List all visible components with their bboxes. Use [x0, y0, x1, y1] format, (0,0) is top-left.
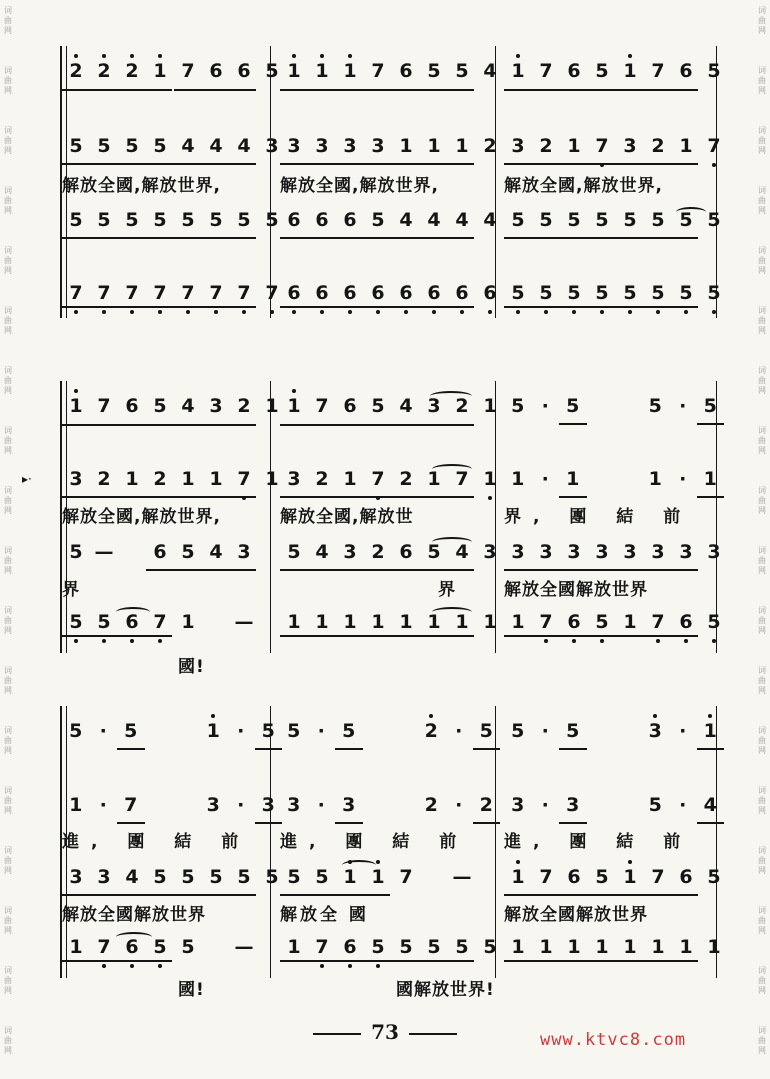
side-watermark-char: 网 — [4, 26, 12, 35]
lyric4-s3-m1: 國! — [178, 980, 205, 1000]
side-watermark-char: 曲 — [758, 796, 766, 805]
side-watermark-char: 词 — [758, 426, 766, 435]
side-watermark-char: 词 — [4, 786, 12, 795]
side-watermark-char: 词 — [758, 726, 766, 735]
side-watermark-char: 曲 — [758, 196, 766, 205]
side-watermark-char: 网 — [4, 86, 12, 95]
lyric-s1-m2: 解放全國,解放世界, — [280, 176, 439, 196]
side-watermark-char: 网 — [4, 446, 12, 455]
side-watermark-char: 曲 — [758, 976, 766, 985]
lyric-s3-m2: 進, 團 結 前 — [280, 832, 469, 852]
side-watermark-char: 词 — [4, 486, 12, 495]
lyric3-s2-m3: 解放全國解放世界 — [504, 580, 648, 600]
side-watermark-char: 网 — [4, 326, 12, 335]
side-watermark-char: 曲 — [758, 736, 766, 745]
side-watermark-char: 词 — [4, 126, 12, 135]
notes-s2-m3-p2: 1 · 1 1 · 1 — [504, 462, 724, 496]
side-watermark-char: 曲 — [758, 436, 766, 445]
side-watermark-char: 词 — [4, 1026, 12, 1035]
side-watermark-char: 网 — [4, 986, 12, 995]
notes-s3-m1-p1: 5 · 5 1 · 5 — [62, 714, 282, 748]
side-watermark-char: 网 — [4, 626, 12, 635]
notes-s3-m3-p1: 5 · 5 3 · 1 — [504, 714, 724, 748]
side-watermark-char: 网 — [758, 446, 766, 455]
side-watermark-char: 网 — [758, 1046, 766, 1055]
side-watermark-char: 网 — [758, 26, 766, 35]
side-watermark-char: 网 — [4, 206, 12, 215]
notes-s2-m1-p4: 5 5 6 7 1 — — [62, 605, 258, 639]
side-watermark-char: 词 — [758, 6, 766, 15]
notes-s1-m1-p3: 5 5 5 5 5 5 5 5 — [69, 209, 279, 231]
lyric-s3-m1: 進, 團 結 前 — [62, 832, 251, 852]
side-watermark-char: 词 — [4, 846, 12, 855]
lyric3-s3-m1: 解放全國解放世界 — [62, 905, 206, 925]
notes-s2-m3-p1: 5 · 5 5 · 5 — [504, 389, 724, 423]
notes-s3-m2-p1: 5 · 5 2 · 5 — [280, 714, 500, 748]
side-watermark-char: 网 — [758, 746, 766, 755]
side-watermark-char: 曲 — [4, 916, 12, 925]
side-watermark-char: 词 — [4, 306, 12, 315]
lyric3-s2-m1: 界 — [62, 580, 80, 600]
side-watermark-char: 曲 — [4, 796, 12, 805]
side-watermark-char: 词 — [758, 606, 766, 615]
side-watermark-char: 曲 — [758, 136, 766, 145]
side-watermark-char: 曲 — [758, 556, 766, 565]
side-watermark-char: 曲 — [4, 976, 12, 985]
side-watermark-char: 网 — [758, 566, 766, 575]
lyric3-s2-m2: 界 — [438, 580, 456, 600]
side-watermark-char: 曲 — [758, 496, 766, 505]
lyric-s1-m3: 解放全國,解放世界, — [504, 176, 663, 196]
side-watermark-char: 曲 — [4, 256, 12, 265]
lyric3-s3-m3: 解放全國解放世界 — [504, 905, 648, 925]
side-watermark-char: 词 — [4, 546, 12, 555]
side-watermark-char: 网 — [758, 686, 766, 695]
left-side-watermark — [0, 0, 16, 1079]
side-watermark-char: 网 — [4, 506, 12, 515]
side-watermark-char: 网 — [4, 926, 12, 935]
side-watermark-char: 词 — [758, 486, 766, 495]
side-watermark-char: 网 — [4, 746, 12, 755]
side-watermark-char: 网 — [4, 806, 12, 815]
side-watermark-char: 词 — [4, 246, 12, 255]
side-watermark-char: 网 — [758, 866, 766, 875]
notes-s2-m1-p3: 5 — 6 5 4 3 — [69, 541, 251, 563]
notes-s2-m1-p2: 3 2 1 2 1 1 7 1 — [62, 462, 286, 496]
side-watermark-char: 词 — [4, 606, 12, 615]
side-watermark-char: 曲 — [758, 76, 766, 85]
side-watermark-char: 曲 — [758, 916, 766, 925]
right-side-watermark — [754, 0, 770, 1079]
notes-s1-m1-p1: 2 2 2 1 7 6 6 5 — [62, 54, 286, 88]
side-watermark-char: 曲 — [4, 736, 12, 745]
side-watermark-char: 网 — [4, 686, 12, 695]
lyric-s3-m3: 進, 團 結 前 — [504, 832, 693, 852]
notes-s2-m2-p1: 1 7 6 5 4 3 2 1 — [280, 389, 504, 423]
side-watermark-char: 词 — [4, 966, 12, 975]
notes-s3-m2-p4: 1 7 6 5 5 5 5 5 — [280, 930, 504, 964]
side-watermark-char: 词 — [758, 666, 766, 675]
notes-s2-m2-p3: 5 4 3 2 6 5 4 3 — [287, 541, 497, 563]
side-watermark-char: 词 — [758, 786, 766, 795]
side-watermark-char: 曲 — [4, 376, 12, 385]
score-system-1 — [40, 40, 720, 325]
side-watermark-char: 词 — [758, 546, 766, 555]
side-watermark-char: 网 — [758, 926, 766, 935]
side-watermark-char: 网 — [4, 146, 12, 155]
side-watermark-char: 曲 — [4, 76, 12, 85]
side-watermark-char: 词 — [758, 846, 766, 855]
lyric4-s3-m2: 國解放世界! — [396, 980, 495, 1000]
side-watermark-char: 曲 — [4, 856, 12, 865]
side-watermark-char: 网 — [758, 806, 766, 815]
side-watermark-char: 词 — [4, 66, 12, 75]
side-watermark-char: 曲 — [4, 316, 12, 325]
page-number: 73 — [0, 1020, 770, 1044]
side-watermark-char: 词 — [4, 186, 12, 195]
side-watermark-char: 网 — [4, 386, 12, 395]
side-watermark-char: 曲 — [758, 856, 766, 865]
notes-s3-m2-p3: 5 5 1 1 7 — — [280, 860, 476, 894]
notes-s1-m1-p2: 5 5 5 5 4 4 4 3 — [69, 135, 279, 157]
side-watermark-char: 曲 — [4, 16, 12, 25]
side-watermark-char: 网 — [758, 506, 766, 515]
notes-s1-m2-p4: 6 6 6 6 6 6 6 6 — [280, 276, 504, 310]
side-watermark-char: 词 — [4, 666, 12, 675]
side-watermark-char: 曲 — [4, 136, 12, 145]
side-watermark-char: 网 — [758, 266, 766, 275]
side-watermark-char: 网 — [758, 86, 766, 95]
side-watermark-char: 网 — [758, 626, 766, 635]
side-watermark-char: 网 — [758, 326, 766, 335]
notes-s3-m3-p2: 3 · 3 5 · 4 — [504, 788, 724, 822]
side-watermark-char: 曲 — [4, 616, 12, 625]
side-watermark-char: 词 — [4, 6, 12, 15]
side-watermark-char: 曲 — [4, 436, 12, 445]
score-system-3 — [40, 700, 720, 1000]
notes-s2-m2-p2: 3 2 1 7 2 1 7 1 — [280, 462, 504, 496]
side-watermark-char: 词 — [758, 306, 766, 315]
notes-s3-m3-p3: 1 7 6 5 1 7 6 5 — [504, 860, 728, 894]
side-watermark-char: 词 — [758, 66, 766, 75]
notes-s3-m1-p4: 1 7 6 5 5 — — [62, 930, 258, 964]
side-watermark-char: 曲 — [4, 496, 12, 505]
side-watermark-char: 词 — [4, 426, 12, 435]
side-watermark-char: 词 — [4, 906, 12, 915]
site-watermark: www.ktvc8.com — [540, 1030, 687, 1050]
side-watermark-char: 词 — [758, 906, 766, 915]
side-watermark-char: 词 — [758, 186, 766, 195]
score-system-2 — [40, 375, 721, 677]
lyric-s2-m2: 解放全國,解放世 — [280, 507, 414, 527]
side-watermark-char: 网 — [758, 146, 766, 155]
side-watermark-char: 曲 — [758, 1036, 766, 1045]
side-watermark-char: 词 — [758, 366, 766, 375]
lyric3-s3-m2: 解放全 國 — [280, 905, 369, 925]
notes-s3-m3-p4: 1 1 1 1 1 1 1 1 — [511, 936, 721, 958]
side-watermark-char: 词 — [4, 726, 12, 735]
lyric4-s2-m1: 國! — [178, 657, 205, 677]
side-watermark-char: 词 — [758, 966, 766, 975]
side-watermark-char: 网 — [4, 266, 12, 275]
side-watermark-char: 网 — [758, 386, 766, 395]
side-watermark-char: 网 — [4, 866, 12, 875]
notes-s1-m2-p3: 6 6 6 5 4 4 4 4 — [287, 209, 497, 231]
notes-s3-m2-p2: 3 · 3 2 · 2 — [280, 788, 500, 822]
side-watermark-char: 曲 — [4, 676, 12, 685]
side-watermark-char: 曲 — [4, 556, 12, 565]
notes-s1-m2-p1: 1 1 1 7 6 5 5 4 — [280, 54, 504, 88]
side-watermark-char: 词 — [758, 246, 766, 255]
notes-s3-m1-p2: 1 · 7 3 · 3 — [62, 788, 282, 822]
side-watermark-char: 网 — [758, 986, 766, 995]
notes-s2-m3-p3: 3 3 3 3 3 3 3 3 — [511, 541, 721, 563]
side-watermark-char: 网 — [4, 1046, 12, 1055]
notes-s1-m1-p4: 7 7 7 7 7 7 7 7 — [62, 276, 286, 310]
notes-s2-m2-p4: 1 1 1 1 1 1 1 1 — [287, 611, 497, 633]
lyric-s1-m1: 解放全國,解放世界, — [62, 176, 221, 196]
notes-s1-m3-p1: 1 7 6 5 1 7 6 5 — [504, 54, 728, 88]
side-watermark-char: 网 — [758, 206, 766, 215]
side-watermark-char: 曲 — [758, 676, 766, 685]
notes-s2-m1-p1: 1 7 6 5 4 3 2 1 — [62, 389, 286, 423]
notes-s2-m3-p4: 1 7 6 5 1 7 6 5 — [504, 605, 728, 639]
lyric-s2-m3: 界, 團 結 前 — [504, 507, 693, 527]
side-watermark-char: 曲 — [758, 616, 766, 625]
side-watermark-char: 词 — [758, 1026, 766, 1035]
lyric-s2-m1: 解放全國,解放世界, — [62, 507, 221, 527]
notes-s3-m1-p3: 3 3 4 5 5 5 5 5 — [69, 866, 279, 888]
side-watermark-char: 曲 — [758, 316, 766, 325]
side-watermark-char: 曲 — [4, 196, 12, 205]
notes-s1-m3-p3: 5 5 5 5 5 5 5 5 — [511, 209, 721, 231]
side-watermark-char: 曲 — [4, 1036, 12, 1045]
notes-s1-m3-p4: 5 5 5 5 5 5 5 5 — [504, 276, 728, 310]
side-watermark-char: 曲 — [758, 16, 766, 25]
side-watermark-char: 网 — [4, 566, 12, 575]
notes-s1-m3-p2: 3 2 1 7 3 2 1 7 — [504, 129, 728, 163]
side-watermark-char: 曲 — [758, 376, 766, 385]
side-watermark-char: 曲 — [758, 256, 766, 265]
margin-mark: ▸· — [22, 472, 32, 486]
notes-s1-m2-p2: 3 3 3 3 1 1 1 2 — [287, 135, 497, 157]
side-watermark-char: 词 — [4, 366, 12, 375]
side-watermark-char: 词 — [758, 126, 766, 135]
